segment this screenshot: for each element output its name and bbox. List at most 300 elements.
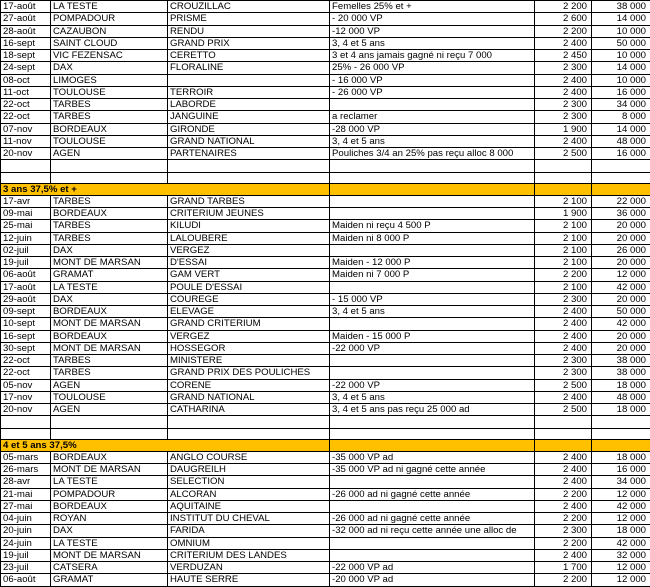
conditions-cell: -22 000 VP ad — [330, 562, 535, 574]
conditions-cell: Maiden ni 7 000 P — [330, 269, 535, 281]
allocation-cell: 18 000 — [592, 525, 650, 537]
allocation-cell: 20 000 — [592, 293, 650, 305]
race-row — [1, 99, 650, 111]
hippodrome-cell: MONT DE MARSAN — [51, 318, 168, 330]
conditions-cell: -22 000 VP — [330, 342, 535, 354]
hippodrome-cell: BORDEAUX — [51, 306, 168, 318]
prix-cell: POULE D'ESSAI — [168, 281, 330, 293]
blank-cell — [51, 160, 168, 172]
distance-cell: 2 600 — [535, 13, 592, 25]
allocation-cell: 20 000 — [592, 232, 650, 244]
distance-cell: 2 100 — [535, 281, 592, 293]
prix-cell: MINISTERE — [168, 355, 330, 367]
distance-cell: 2 200 — [535, 1, 592, 13]
race-row — [1, 488, 650, 500]
prix-cell: PRISME — [168, 13, 330, 25]
distance-cell: 2 300 — [535, 355, 592, 367]
prix-cell: LABORDE — [168, 99, 330, 111]
hippodrome-cell: MONT DE MARSAN — [51, 549, 168, 561]
conditions-cell: 3, 4 et 5 ans — [330, 306, 535, 318]
date-cell: 25-mai — [1, 220, 51, 232]
allocation-cell: 42 000 — [592, 281, 650, 293]
race-row — [1, 50, 650, 62]
allocation-cell: 12 000 — [592, 488, 650, 500]
race-row — [1, 293, 650, 305]
race-row — [1, 574, 650, 586]
hippodrome-cell: DAX — [51, 244, 168, 256]
conditions-cell: 3, 4 et 5 ans pas reçu 25 000 ad — [330, 404, 535, 416]
hippodrome-cell: TARBES — [51, 367, 168, 379]
prix-cell: GRAND TARBES — [168, 195, 330, 207]
hippodrome-cell: BORDEAUX — [51, 500, 168, 512]
date-cell: 26-mars — [1, 464, 51, 476]
date-cell: 24-sept — [1, 62, 51, 74]
allocation-cell: 38 000 — [592, 355, 650, 367]
allocation-cell: 42 000 — [592, 537, 650, 549]
blank-cell — [535, 428, 592, 439]
race-row — [1, 25, 650, 37]
distance-cell: 2 300 — [535, 62, 592, 74]
distance-cell: 2 400 — [535, 318, 592, 330]
allocation-cell: 16 000 — [592, 148, 650, 160]
hippodrome-cell: TARBES — [51, 195, 168, 207]
race-row — [1, 404, 650, 416]
hippodrome-cell: AGEN — [51, 148, 168, 160]
race-row — [1, 355, 650, 367]
race-row — [1, 74, 650, 86]
date-cell: 17-août — [1, 1, 51, 13]
conditions-cell: 3, 4 et 5 ans — [330, 37, 535, 49]
prix-cell: RENDU — [168, 25, 330, 37]
race-row — [1, 513, 650, 525]
date-cell: 07-nov — [1, 123, 51, 135]
hippodrome-cell: TARBES — [51, 220, 168, 232]
distance-cell: 1 700 — [535, 562, 592, 574]
race-row — [1, 476, 650, 488]
conditions-cell — [330, 355, 535, 367]
blank-cell — [1, 172, 51, 183]
blank-cell — [330, 428, 535, 439]
distance-cell: 2 450 — [535, 50, 592, 62]
prix-cell: TERROIR — [168, 86, 330, 98]
distance-cell: 2 400 — [535, 464, 592, 476]
conditions-cell: Femelles 25% et + — [330, 1, 535, 13]
prix-cell: DAUGREILH — [168, 464, 330, 476]
race-row — [1, 537, 650, 549]
date-cell: 19-juil — [1, 549, 51, 561]
blank-cell — [1, 428, 51, 439]
prix-cell: VERGEZ — [168, 244, 330, 256]
conditions-cell — [330, 318, 535, 330]
prix-cell: ALCORAN — [168, 488, 330, 500]
date-cell: 04-juin — [1, 513, 51, 525]
allocation-cell: 16 000 — [592, 86, 650, 98]
allocation-cell: 14 000 — [592, 13, 650, 25]
distance-cell: 2 400 — [535, 330, 592, 342]
section-header-cell — [592, 183, 650, 195]
date-cell: 24-juin — [1, 537, 51, 549]
date-cell: 28-avr — [1, 476, 51, 488]
race-row — [1, 135, 650, 147]
blank-cell — [535, 416, 592, 428]
blank-cell — [330, 160, 535, 172]
distance-cell: 2 200 — [535, 269, 592, 281]
conditions-cell: 25% - 26 000 VP — [330, 62, 535, 74]
distance-cell: 2 300 — [535, 525, 592, 537]
prix-cell: CRITERIUM JEUNES — [168, 208, 330, 220]
date-cell: 06-août — [1, 269, 51, 281]
blank-cell — [330, 416, 535, 428]
hippodrome-cell: POMPADOUR — [51, 488, 168, 500]
hippodrome-cell: TOULOUSE — [51, 135, 168, 147]
distance-cell: 2 400 — [535, 391, 592, 403]
conditions-cell: -12 000 VP — [330, 25, 535, 37]
blank-cell — [592, 416, 650, 428]
hippodrome-cell: DAX — [51, 525, 168, 537]
allocation-cell: 10 000 — [592, 50, 650, 62]
conditions-cell: -35 000 VP ad ni gagné cette année — [330, 464, 535, 476]
distance-cell: 2 400 — [535, 451, 592, 463]
conditions-cell — [330, 99, 535, 111]
hippodrome-cell: BORDEAUX — [51, 451, 168, 463]
section-title: 4 et 5 ans 37,5% — [1, 439, 330, 451]
prix-cell: CATHARINA — [168, 404, 330, 416]
prix-cell: COUREGE — [168, 293, 330, 305]
race-row — [1, 525, 650, 537]
allocation-cell: 42 000 — [592, 318, 650, 330]
section-header-row — [1, 183, 650, 195]
date-cell: 09-mai — [1, 208, 51, 220]
race-row — [1, 367, 650, 379]
date-cell: 30-sept — [1, 342, 51, 354]
hippodrome-cell: BORDEAUX — [51, 330, 168, 342]
section-header-cell — [330, 183, 535, 195]
race-row — [1, 220, 650, 232]
prix-cell: VERDUZAN — [168, 562, 330, 574]
allocation-cell: 14 000 — [592, 123, 650, 135]
prix-cell: HOSSEGOR — [168, 342, 330, 354]
hippodrome-cell: DAX — [51, 293, 168, 305]
prix-cell: CROUZILLAC — [168, 1, 330, 13]
section-header-cell — [330, 439, 535, 451]
section-header-cell — [592, 439, 650, 451]
allocation-cell: 20 000 — [592, 342, 650, 354]
allocation-cell: 20 000 — [592, 220, 650, 232]
hippodrome-cell: LIMOGES — [51, 74, 168, 86]
blank-cell — [51, 428, 168, 439]
distance-cell: 2 400 — [535, 549, 592, 561]
distance-cell: 2 400 — [535, 74, 592, 86]
date-cell: 22-oct — [1, 111, 51, 123]
race-row — [1, 244, 650, 256]
date-cell: 10-sept — [1, 318, 51, 330]
hippodrome-cell: AGEN — [51, 379, 168, 391]
hippodrome-cell: TARBES — [51, 99, 168, 111]
blank-cell — [51, 416, 168, 428]
hippodrome-cell: DAX — [51, 62, 168, 74]
blank-row — [1, 172, 650, 183]
allocation-cell: 12 000 — [592, 574, 650, 586]
conditions-cell: - 15 000 VP — [330, 293, 535, 305]
race-row — [1, 13, 650, 25]
race-calendar-body — [1, 1, 650, 587]
distance-cell: 2 400 — [535, 135, 592, 147]
conditions-cell: -22 000 VP — [330, 379, 535, 391]
hippodrome-cell: TARBES — [51, 232, 168, 244]
prix-cell: CRITERIUM DES LANDES — [168, 549, 330, 561]
blank-cell — [330, 172, 535, 183]
prix-cell: GIRONDE — [168, 123, 330, 135]
conditions-cell: -32 000 ad ni reçu cette année une alloc de — [330, 525, 535, 537]
conditions-cell — [330, 537, 535, 549]
date-cell: 17-nov — [1, 391, 51, 403]
race-row — [1, 451, 650, 463]
distance-cell: 2 200 — [535, 574, 592, 586]
date-cell: 16-sept — [1, 37, 51, 49]
race-row — [1, 330, 650, 342]
distance-cell: 2 300 — [535, 99, 592, 111]
allocation-cell: 12 000 — [592, 562, 650, 574]
date-cell: 20-nov — [1, 404, 51, 416]
distance-cell: 2 500 — [535, 148, 592, 160]
race-row — [1, 208, 650, 220]
date-cell: 05-nov — [1, 379, 51, 391]
conditions-cell: -26 000 ad ni gagné cette année — [330, 488, 535, 500]
date-cell: 27-mai — [1, 500, 51, 512]
date-cell: 28-août — [1, 25, 51, 37]
distance-cell: 2 500 — [535, 404, 592, 416]
date-cell: 17-août — [1, 281, 51, 293]
distance-cell: 2 400 — [535, 342, 592, 354]
date-cell: 09-sept — [1, 306, 51, 318]
hippodrome-cell: CATSERA — [51, 562, 168, 574]
race-row — [1, 62, 650, 74]
hippodrome-cell: TOULOUSE — [51, 86, 168, 98]
blank-cell — [168, 416, 330, 428]
blank-cell — [592, 172, 650, 183]
prix-cell — [168, 74, 330, 86]
hippodrome-cell: LA TESTE — [51, 281, 168, 293]
race-row — [1, 549, 650, 561]
allocation-cell: 12 000 — [592, 513, 650, 525]
race-row — [1, 257, 650, 269]
blank-cell — [1, 416, 51, 428]
date-cell: 23-juil — [1, 562, 51, 574]
section-header-cell — [535, 183, 592, 195]
prix-cell: GAM VERT — [168, 269, 330, 281]
conditions-cell: Maiden ni 8 000 P — [330, 232, 535, 244]
distance-cell: 2 200 — [535, 25, 592, 37]
conditions-cell — [330, 281, 535, 293]
date-cell: 11-nov — [1, 135, 51, 147]
distance-cell: 2 400 — [535, 500, 592, 512]
prix-cell: PARTENAIRES — [168, 148, 330, 160]
date-cell: 11-oct — [1, 86, 51, 98]
blank-row — [1, 428, 650, 439]
prix-cell: CORENE — [168, 379, 330, 391]
blank-cell — [168, 172, 330, 183]
allocation-cell: 10 000 — [592, 25, 650, 37]
blank-row — [1, 160, 650, 172]
distance-cell: 2 400 — [535, 37, 592, 49]
allocation-cell: 16 000 — [592, 464, 650, 476]
hippodrome-cell: GRAMAT — [51, 574, 168, 586]
prix-cell: SELECTION — [168, 476, 330, 488]
distance-cell: 2 100 — [535, 232, 592, 244]
conditions-cell: - 16 000 VP — [330, 74, 535, 86]
prix-cell: INSTITUT DU CHEVAL — [168, 513, 330, 525]
conditions-cell: - 26 000 VP — [330, 86, 535, 98]
blank-cell — [535, 160, 592, 172]
date-cell: 21-mai — [1, 488, 51, 500]
race-row — [1, 342, 650, 354]
race-row — [1, 562, 650, 574]
conditions-cell: -20 000 VP ad — [330, 574, 535, 586]
date-cell: 22-oct — [1, 367, 51, 379]
hippodrome-cell: TARBES — [51, 355, 168, 367]
prix-cell: GRAND NATIONAL — [168, 391, 330, 403]
conditions-cell: -26 000 ad ni gagné cette année — [330, 513, 535, 525]
race-row — [1, 318, 650, 330]
blank-row — [1, 416, 650, 428]
allocation-cell: 20 000 — [592, 330, 650, 342]
allocation-cell: 38 000 — [592, 367, 650, 379]
blank-cell — [592, 428, 650, 439]
allocation-cell: 18 000 — [592, 404, 650, 416]
hippodrome-cell: VIC FEZENSAC — [51, 50, 168, 62]
blank-cell — [1, 160, 51, 172]
race-row — [1, 148, 650, 160]
conditions-cell: - 20 000 VP — [330, 13, 535, 25]
conditions-cell: 3, 4 et 5 ans — [330, 391, 535, 403]
blank-cell — [592, 160, 650, 172]
conditions-cell — [330, 195, 535, 207]
date-cell: 16-sept — [1, 330, 51, 342]
conditions-cell: Pouliches 3/4 an 25% pas reçu alloc 8 000 — [330, 148, 535, 160]
prix-cell: JANGUINE — [168, 111, 330, 123]
prix-cell: KILUDI — [168, 220, 330, 232]
section-header-cell — [535, 439, 592, 451]
race-row — [1, 1, 650, 13]
hippodrome-cell: GRAMAT — [51, 269, 168, 281]
distance-cell: 2 200 — [535, 488, 592, 500]
date-cell: 08-oct — [1, 74, 51, 86]
hippodrome-cell: SAINT CLOUD — [51, 37, 168, 49]
distance-cell: 2 100 — [535, 257, 592, 269]
allocation-cell: 26 000 — [592, 244, 650, 256]
date-cell: 02-juil — [1, 244, 51, 256]
hippodrome-cell: AGEN — [51, 404, 168, 416]
hippodrome-cell: TOULOUSE — [51, 391, 168, 403]
hippodrome-cell: BORDEAUX — [51, 208, 168, 220]
hippodrome-cell: TARBES — [51, 111, 168, 123]
allocation-cell: 50 000 — [592, 306, 650, 318]
conditions-cell: 3 et 4 ans jamais gagné ni reçu 7 000 — [330, 50, 535, 62]
allocation-cell: 34 000 — [592, 476, 650, 488]
date-cell: 19-juil — [1, 257, 51, 269]
conditions-cell: Maiden - 15 000 P — [330, 330, 535, 342]
blank-cell — [535, 172, 592, 183]
allocation-cell: 48 000 — [592, 135, 650, 147]
date-cell: 12-juin — [1, 232, 51, 244]
hippodrome-cell: LA TESTE — [51, 476, 168, 488]
prix-cell: ANGLO COURSE — [168, 451, 330, 463]
conditions-cell: Maiden ni reçu 4 500 P — [330, 220, 535, 232]
prix-cell: LALOUBERE — [168, 232, 330, 244]
blank-cell — [168, 428, 330, 439]
allocation-cell: 50 000 — [592, 37, 650, 49]
allocation-cell: 32 000 — [592, 549, 650, 561]
prix-cell: ELEVAGE — [168, 306, 330, 318]
distance-cell: 2 300 — [535, 293, 592, 305]
prix-cell: D'ESSAI — [168, 257, 330, 269]
date-cell: 06-août — [1, 574, 51, 586]
distance-cell: 2 500 — [535, 379, 592, 391]
distance-cell: 1 900 — [535, 123, 592, 135]
race-row — [1, 391, 650, 403]
distance-cell: 2 400 — [535, 86, 592, 98]
allocation-cell: 10 000 — [592, 74, 650, 86]
blank-cell — [168, 160, 330, 172]
prix-cell: AQUITAINE — [168, 500, 330, 512]
conditions-cell: -35 000 VP ad — [330, 451, 535, 463]
date-cell: 05-mars — [1, 451, 51, 463]
allocation-cell: 18 000 — [592, 379, 650, 391]
section-title: 3 ans 37,5% et + — [1, 183, 330, 195]
distance-cell: 2 100 — [535, 220, 592, 232]
race-row — [1, 232, 650, 244]
date-cell: 22-oct — [1, 99, 51, 111]
prix-cell: HAUTE SERRE — [168, 574, 330, 586]
prix-cell: GRAND PRIX — [168, 37, 330, 49]
hippodrome-cell: BORDEAUX — [51, 123, 168, 135]
blank-cell — [51, 172, 168, 183]
date-cell: 29-août — [1, 293, 51, 305]
race-row — [1, 464, 650, 476]
distance-cell: 2 400 — [535, 476, 592, 488]
date-cell: 22-oct — [1, 355, 51, 367]
conditions-cell: Maiden - 12 000 P — [330, 257, 535, 269]
hippodrome-cell: LA TESTE — [51, 1, 168, 13]
date-cell: 17-avr — [1, 195, 51, 207]
hippodrome-cell: MONT DE MARSAN — [51, 342, 168, 354]
conditions-cell: a reclamer — [330, 111, 535, 123]
race-row — [1, 306, 650, 318]
race-row — [1, 86, 650, 98]
date-cell: 18-sept — [1, 50, 51, 62]
prix-cell: OMNIUM — [168, 537, 330, 549]
conditions-cell — [330, 367, 535, 379]
allocation-cell: 48 000 — [592, 391, 650, 403]
distance-cell: 2 200 — [535, 513, 592, 525]
distance-cell: 1 900 — [535, 208, 592, 220]
hippodrome-cell: POMPADOUR — [51, 13, 168, 25]
allocation-cell: 22 000 — [592, 195, 650, 207]
hippodrome-cell: MONT DE MARSAN — [51, 464, 168, 476]
race-row — [1, 111, 650, 123]
conditions-cell — [330, 244, 535, 256]
race-row — [1, 123, 650, 135]
hippodrome-cell: CAZAUBON — [51, 25, 168, 37]
allocation-cell: 34 000 — [592, 99, 650, 111]
allocation-cell: 14 000 — [592, 62, 650, 74]
hippodrome-cell: LA TESTE — [51, 537, 168, 549]
conditions-cell — [330, 500, 535, 512]
prix-cell: GRAND PRIX DES POULICHES — [168, 367, 330, 379]
distance-cell: 2 300 — [535, 111, 592, 123]
distance-cell: 2 200 — [535, 537, 592, 549]
date-cell: 20-nov — [1, 148, 51, 160]
